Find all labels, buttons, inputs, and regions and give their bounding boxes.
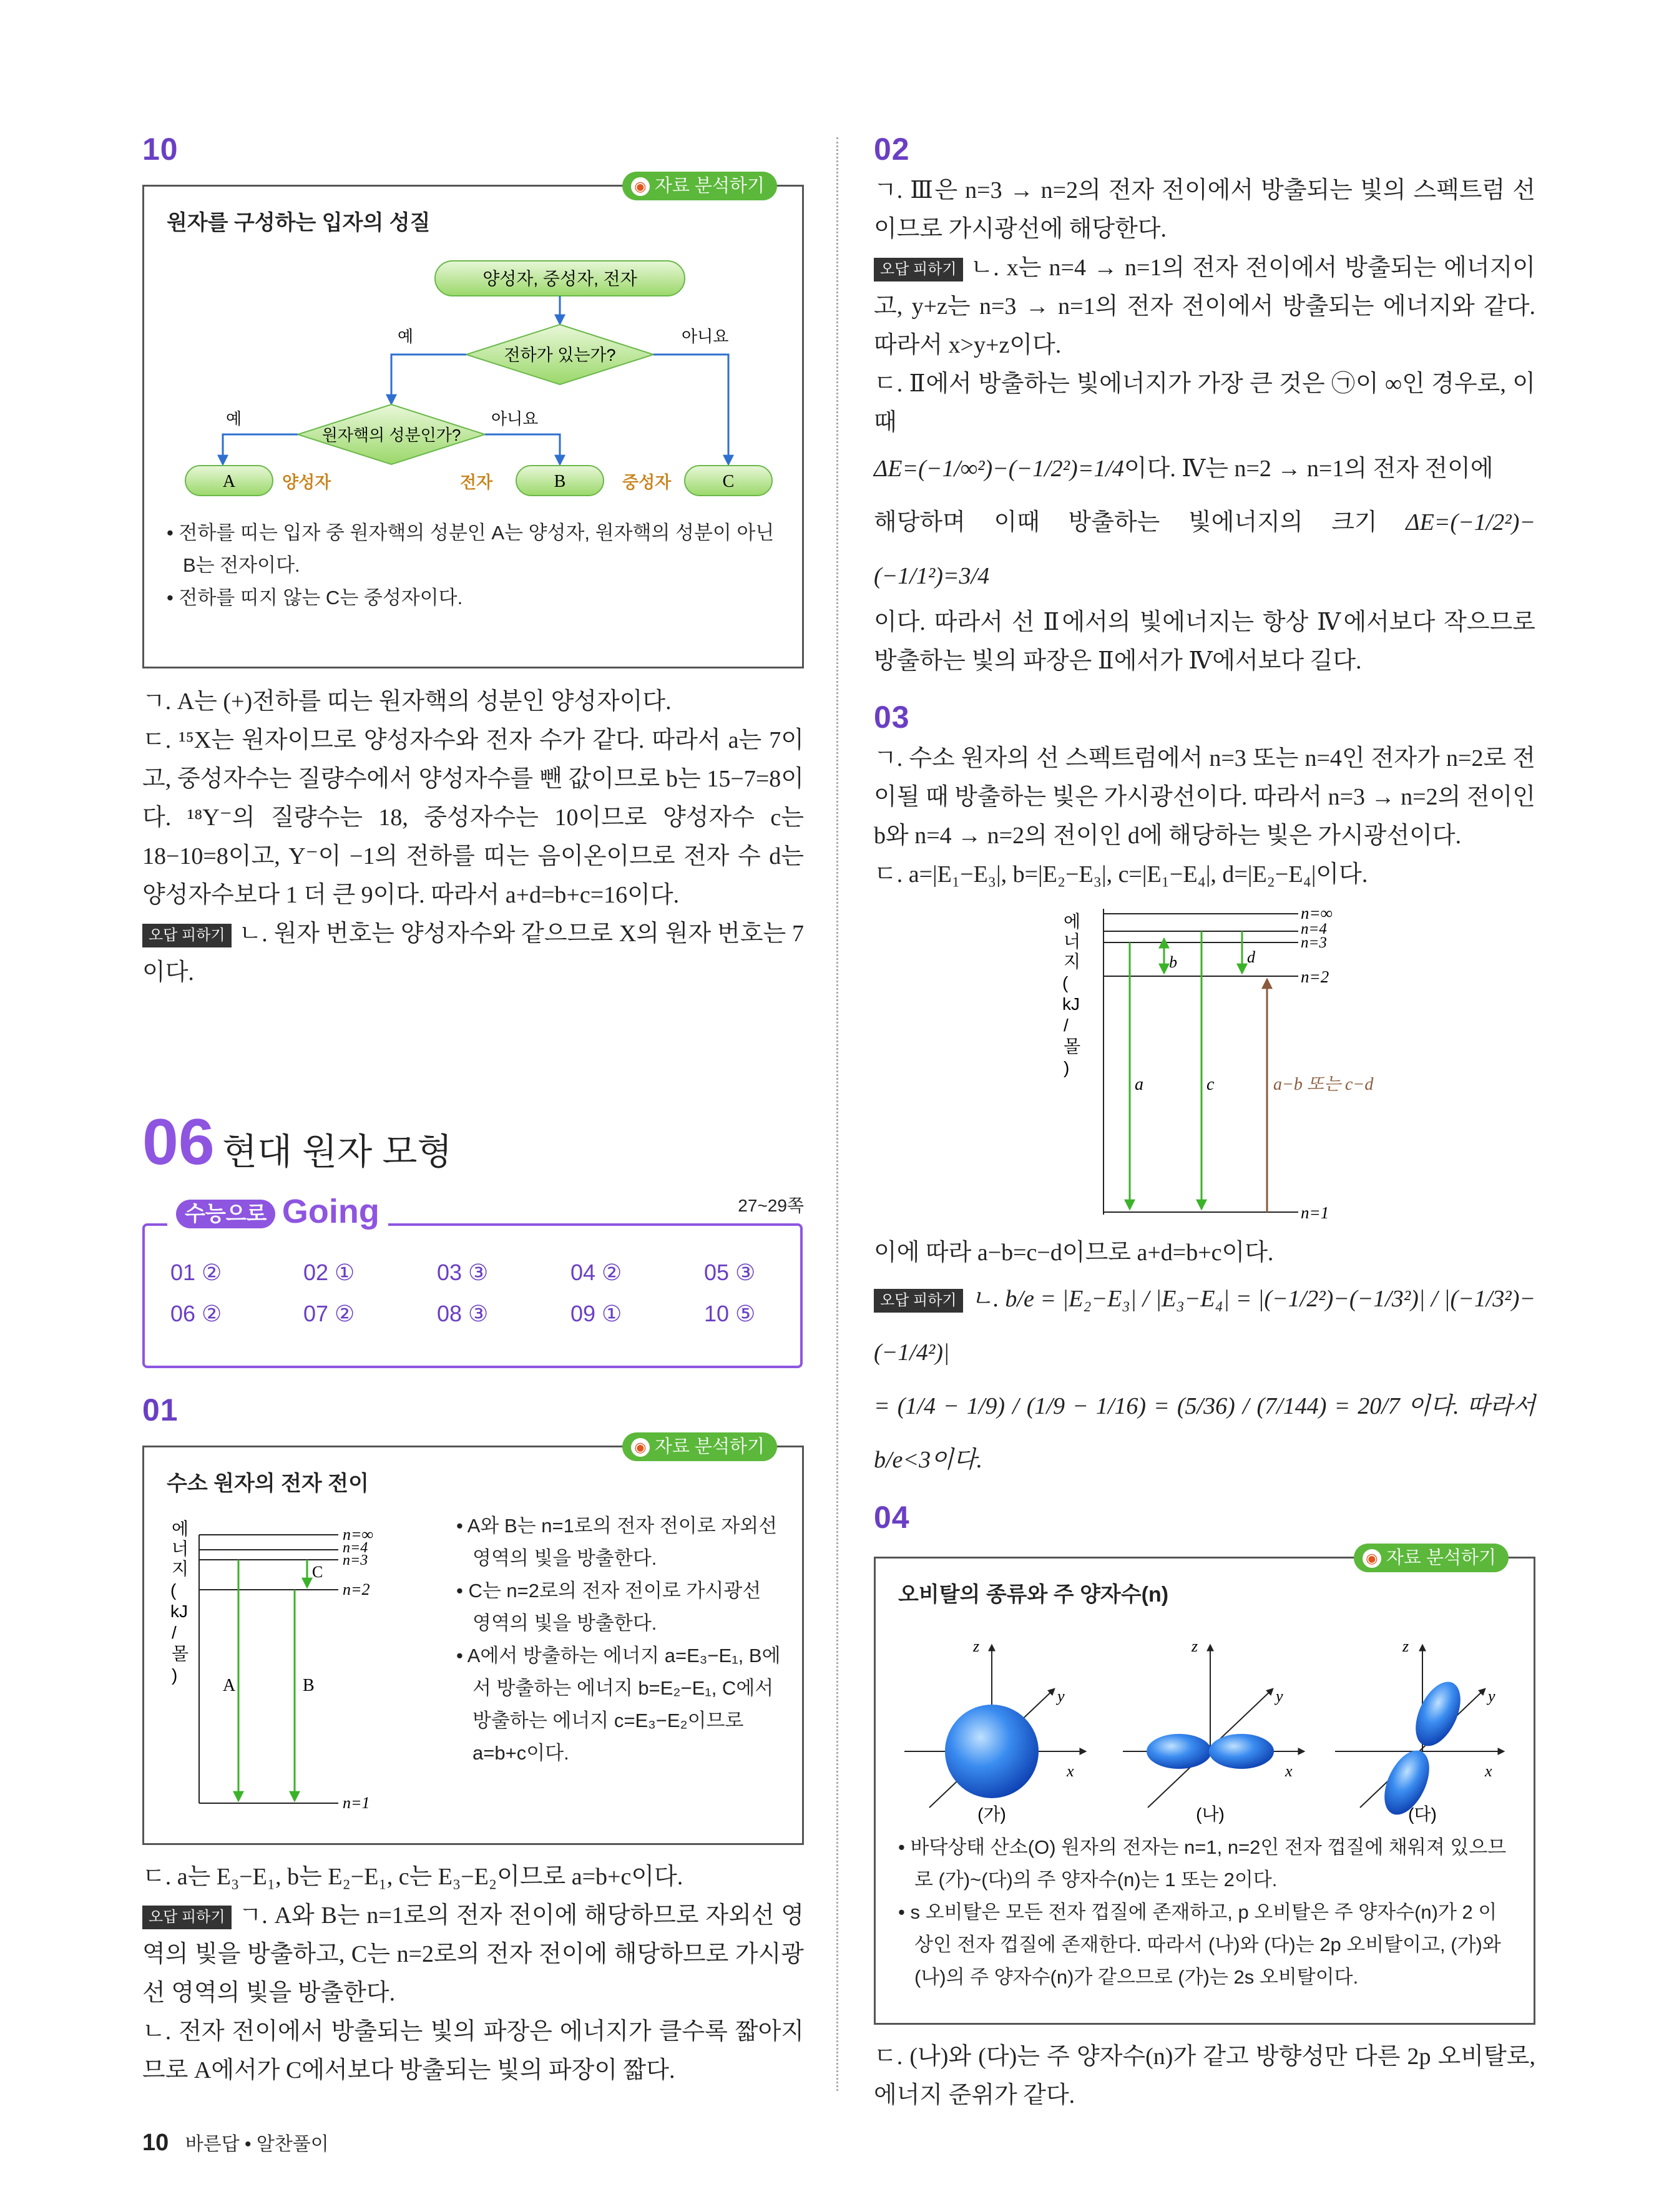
flow-top-text: 양성자, 중성자, 전자	[482, 269, 637, 288]
flow-q1-yes: 예	[398, 327, 414, 346]
brown-arrow-label: a−b 또는 c−d	[1273, 1075, 1374, 1094]
box-bullet: • C는 n=2로의 전자 전이로 가시광선 영역의 빛을 방출한다.	[456, 1580, 761, 1634]
wrong-answer-tag: 오답 피하기	[142, 1906, 232, 1929]
question-number: 01	[142, 1392, 179, 1427]
equation-text: 해당하며 이때 방출하는 빛에너지의 크기	[874, 509, 1378, 536]
flow-label-electron: 전자	[460, 473, 493, 492]
box-title: 오비탈의 종류와 주 양자수(n)	[898, 1583, 1169, 1607]
data-analysis-box	[142, 176, 804, 668]
camera-icon: ◉	[631, 177, 650, 196]
axis-label: z	[1192, 1637, 1198, 1655]
wrong-answer-paragraph	[874, 248, 1535, 365]
arrow-label: d	[1247, 948, 1255, 966]
answer-paragraph: ㄱ. Ⅲ은 n=3 → n=2의 전자 전이에서 방출되는 빛의 스펙트럼 선이므로 가시광선에 해당한다.	[874, 177, 1535, 242]
flow-label-proton: 양성자	[282, 473, 331, 492]
answer-paragraph: ㄱ. 수소 원자의 선 스펙트럼에서 n=3 또는 n=4인 전자가 n=2로 전이될 때 방출하는 빛은 가시광선이다. 따라서 n=3 → n=2의 전이인 b와 n=4 → n=2의 전이인 d에 해당하는 빛은 가시광선이다.	[874, 745, 1535, 849]
box-bullet: • 바닥상태 산소(O) 원자의 전자는 n=1, n=2인 전자 껍질에 채워져 있으므로 (가)~(다)의 주 양자수(n)는 1 또는 2이다.	[898, 1836, 1507, 1891]
wrong-answer-text: ㄴ. 원자 번호는 양성자수와 같으므로 X의 원자 번호는 7이다.	[142, 921, 804, 986]
answer-paragraph: ㄱ. A는 (+)전하를 띠는 원자핵의 성분인 양성자이다.	[142, 688, 672, 715]
answer-paragraph: 이에 따라 a−b=c−d이므로 a+d=b+c이다.	[874, 1240, 1274, 1266]
answer-item: 06 ②	[170, 1301, 222, 1326]
level-label: n=2	[343, 1580, 370, 1598]
answer-paragraph: ㄷ. Ⅱ에서 방출하는 빛에너지가 가장 큰 것은 ㉠이 ∞인 경우로, 이때	[874, 371, 1535, 436]
arrow-label: a	[1135, 1075, 1143, 1094]
chapter-number-graphic	[142, 1111, 217, 1173]
level-label: n=3	[1301, 934, 1327, 951]
level-label: n=4	[343, 1540, 368, 1556]
page-number: 10	[142, 2130, 169, 2156]
wrong-answer-paragraph	[142, 914, 804, 992]
answer-item: 05 ③	[704, 1260, 756, 1285]
arrow-label: B	[303, 1676, 315, 1695]
flow-q2-yes: 예	[226, 409, 242, 428]
answer-paragraph: ㄷ. a는 E₃−E₁, b는 E₂−E₁, c는 E₃−E₂이므로 a=b+c이다.	[142, 1864, 683, 1890]
flow-charge-question-text: 전하가 있는가?	[504, 346, 616, 365]
arrow-label: A	[223, 1676, 236, 1695]
chapter-number: 06	[142, 1111, 215, 1173]
answer-paragraph: ㄷ. (나)와 (다)는 주 양자수(n)가 같고 방향성만 다른 2p 오비탈로, 에너지 준위가 같다.	[874, 2043, 1535, 2108]
question-number: 04	[874, 1500, 910, 1535]
level-label: n=∞	[343, 1525, 374, 1544]
equation-line	[874, 442, 1535, 496]
energy-axis-label: 에 너 지 ( kJ / 몰 )	[1062, 912, 1081, 1077]
flow-nucleus-question-text: 원자핵의 성분인가?	[321, 426, 461, 444]
box-bullet: • A에서 방출하는 에너지 a=E₃−E₁, B에서 방출하는 에너지 b=E₂−E₁, C에서 방출하는 에너지 c=E₃−E₂이므로 a=b+c이다.	[456, 1645, 781, 1764]
camera-icon: ◉	[631, 1438, 650, 1457]
box-bullet: • 전하를 띠는 입자 중 원자핵의 성분인 A는 양성자, 원자핵의 성분이 아닌 B는 전자이다.	[167, 522, 775, 576]
axis-label: y	[1488, 1687, 1495, 1705]
question-number: 03	[874, 700, 910, 735]
data-analysis-badge: ◉ 자료 분석하기	[622, 172, 777, 200]
data-analysis-box	[142, 1437, 804, 1845]
level-label: n=1	[343, 1794, 370, 1812]
equation: ΔE=(−1/∞²)−(−1/2²)=1/4	[874, 456, 1124, 482]
level-label: n=4	[1301, 921, 1327, 937]
orbital-label: (다)	[1408, 1804, 1437, 1824]
footer-title: 바른답 • 알찬풀이	[185, 2134, 329, 2155]
answer-paragraph: ㄷ. a=|E₁−E₃|, b=|E₂−E₃|, c=|E₁−E₄|, d=|E₂−E₄|이다.	[874, 861, 1368, 888]
going-pages: 27~29쪽	[738, 1196, 804, 1215]
wrong-answer-paragraph	[874, 1272, 1535, 1379]
wrong-answer-tag: 오답 피하기	[874, 258, 963, 281]
wrong-answer-tag: 오답 피하기	[142, 924, 232, 947]
wrong-answer-text: ㄴ. x는 n=4 → n=1의 전자 전이에서 방출되는 에너지이고, y+z는 n=3 → n=1의 전자 전이에서 방출되는 에너지와 같다. 따라서 x>y+z이다.	[874, 255, 1535, 358]
arrow-label: C	[312, 1563, 323, 1581]
arrow-label: c	[1206, 1075, 1215, 1094]
flow-node-c-text: C	[722, 472, 735, 491]
left-column	[142, 131, 804, 992]
going-logo-word: Going	[281, 1193, 379, 1230]
box-title: 원자를 구성하는 입자의 성질	[167, 211, 431, 235]
going-logo	[167, 1192, 388, 1231]
axis-label: y	[1057, 1687, 1065, 1705]
question-number: 10	[142, 132, 179, 167]
wrong-answer-text: ㄴ. b/e = |E₂−E₃| / |E₃−E₄| = |(−1/2²)−(−1/3²)| / |(−1/3²)−(−1/4²)|	[874, 1286, 1535, 1366]
answer-item: 03 ③	[437, 1260, 489, 1285]
axis-label: x	[1067, 1762, 1074, 1780]
answer-item: 01 ②	[170, 1260, 222, 1285]
answer-item: 08 ③	[437, 1301, 489, 1326]
data-analysis-badge: ◉ 자료 분석하기	[622, 1432, 777, 1461]
flow-node-a-text: A	[222, 472, 236, 491]
energy-level-diagram	[1061, 903, 1448, 1227]
answer-paragraph: 이다. 따라서 선 Ⅱ에서의 빛에너지는 항상 Ⅳ에서보다 작으므로 방출하는 빛의 파장은 Ⅱ에서가 Ⅳ에서보다 길다.	[874, 609, 1535, 674]
box-bullet: • 전하를 띠지 않는 C는 중성자이다.	[167, 587, 463, 609]
equation: ΔE=(−1/2²)−(−1/1²)=3/4	[874, 509, 1535, 589]
answer-item: 09 ①	[570, 1301, 622, 1326]
axis-label: z	[973, 1637, 980, 1655]
answer-item: 02 ①	[303, 1260, 355, 1285]
answer-item: 04 ②	[570, 1260, 622, 1285]
answer-item: 07 ②	[303, 1301, 355, 1326]
level-label: n=1	[1301, 1203, 1329, 1222]
answer-paragraph: ㄷ. ¹⁵X는 원자이므로 양성자수와 전자 수가 같다. 따라서 a는 7이고, 중성자수는 질량수에서 양성자수를 뺀 값이므로 b는 15−7=8이다. ¹⁸Y⁻의 질량수는 18, 중성자수는 10이므로 양성자수 c는 18−10=8이고, Y⁻이 −1의 전하를 띠는 음이온이므로 전자 수 d는 양성자수보다 1 더 큰 9이다. 따라서 a+d=b+c=16이다.	[142, 727, 804, 908]
equation-text: 이다. Ⅳ는 n=2 → n=1의 전자 전이에	[1123, 456, 1494, 482]
axis-label: x	[1285, 1762, 1293, 1780]
orbital-label: (나)	[1196, 1804, 1225, 1824]
answer-item: 10 ⑤	[704, 1301, 756, 1326]
orbital-ga	[904, 1637, 1085, 1824]
column-divider	[836, 137, 838, 2091]
hydrogen-energy-diagram	[160, 1510, 429, 1822]
energy-axis-label: 에 너 지 ( kJ / 몰 )	[170, 1519, 189, 1685]
wrong-answer-tag: 오답 피하기	[874, 1289, 963, 1313]
wrong-answer-paragraph	[142, 1896, 804, 2012]
box-title: 수소 원자의 전자 전이	[167, 1472, 369, 1495]
chapter-title: 현대 원자 모형	[222, 1132, 453, 1172]
data-analysis-badge: ◉ 자료 분석하기	[1354, 1544, 1509, 1572]
box-bullet: • s 오비탈은 모든 전자 껍질에 존재하고, p 오비탈은 주 양자수(n)가 2 이상인 전자 껍질에 존재한다. 따라서 (나)와 (다)는 2p 오비탈이고, (가)와 (나)의 주 양자수(n)가 같으므로 (가)는 2s 오비탈이다.	[898, 1901, 1501, 1988]
level-label: n=2	[1301, 967, 1329, 986]
question-number: 02	[874, 132, 910, 167]
flow-q1-no: 아니요	[682, 327, 729, 346]
flow-label-neutron: 중성자	[622, 473, 672, 492]
page-footer	[142, 2128, 329, 2156]
going-frame	[142, 1223, 803, 1368]
question-01	[142, 1392, 804, 2090]
particle-flowchart	[160, 248, 778, 523]
wrong-answer-text: ㄱ. A와 B는 n=1로의 전자 전이에 해당하므로 자외선 영역의 빛을 방출하고, C는 n=2로의 전자 전이에 해당하므로 가시광선 영역의 빛을 방출한다.	[142, 1902, 804, 2006]
box-bullet: • A와 B는 n=1로의 전자 전이로 자외선 영역의 빛을 방출한다.	[456, 1515, 778, 1569]
orbital-na	[1123, 1637, 1304, 1824]
right-column	[874, 131, 1535, 2115]
flow-q2-no: 아니요	[491, 409, 539, 428]
orbital-label: (가)	[977, 1804, 1006, 1824]
axis-label: z	[1402, 1637, 1409, 1655]
level-label: n=3	[343, 1552, 368, 1568]
equation-line: = (1/4 − 1/9) / (1/9 − 1/16) = (5/36) / (7/144) = 20/7 이다. 따라서 b/e<3이다.	[874, 1393, 1535, 1473]
equation-line	[874, 496, 1535, 603]
level-label: n=∞	[1301, 904, 1333, 922]
camera-icon: ◉	[1363, 1549, 1381, 1568]
arrow-label: b	[1169, 953, 1177, 971]
orbital-da	[1335, 1637, 1504, 1824]
axis-label: y	[1276, 1687, 1283, 1705]
flow-node-b-text: B	[554, 472, 566, 491]
answer-paragraph: ㄴ. 전자 전이에서 방출되는 빛의 파장은 에너지가 클수록 짧아지므로 A에서가 C에서보다 방출되는 빛의 파장이 짧다.	[142, 2019, 804, 2083]
going-logo-prefix: 수능으로	[176, 1200, 275, 1228]
data-analysis-box	[874, 1548, 1535, 2025]
orbital-diagrams	[892, 1620, 1510, 1826]
axis-label: x	[1485, 1762, 1492, 1780]
